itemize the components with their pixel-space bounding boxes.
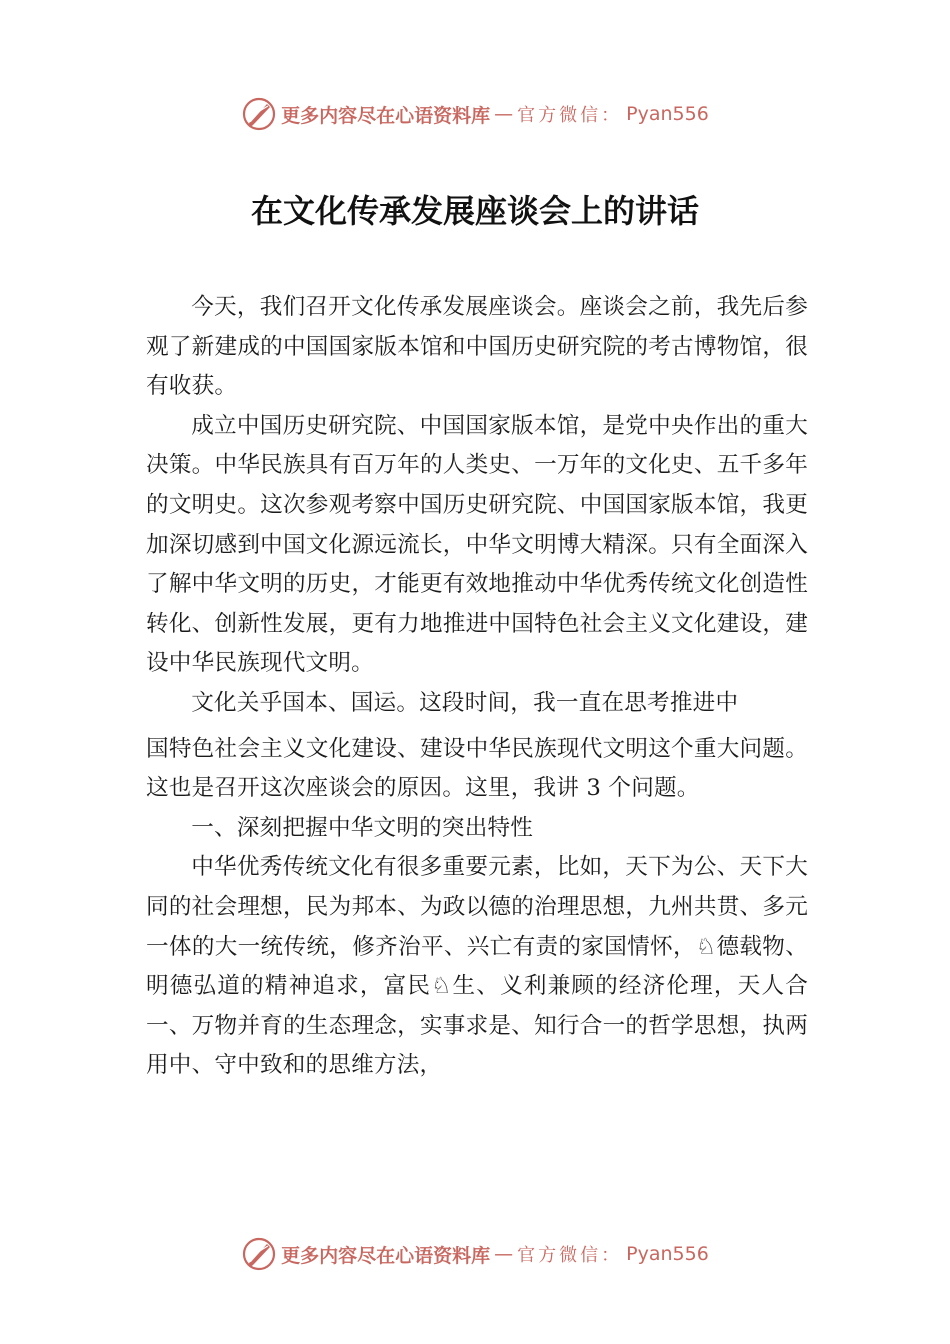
document-body bbox=[146, 288, 808, 1086]
banner-wechat-label: 官方微信： bbox=[517, 1245, 623, 1266]
document-title: 在文化传承发展座谈会上的讲话 bbox=[250, 192, 699, 230]
banner-wechat-id: Pyan556 bbox=[626, 1243, 709, 1265]
banner-wechat-id: Pyan556 bbox=[626, 103, 709, 125]
paragraph-3: 文化关乎国本、国运。这段时间，我一直在思考推进中 bbox=[191, 689, 739, 716]
banner-title: 更多内容尽在心语资料库 bbox=[281, 1244, 491, 1267]
paragraph-2: 成立中国历史研究院、中国国家版本馆，是党中央作出的重大决策。中华民族具有百万年的人类史、一万年的文化史、五千多年的文明史。这次参观考察中国历史研究院、中国国家版本馆，我更加深切感到中国文化源远流长，中华文明博大精深。只有全面深入了解中华文明的历史，才能更有效地推动中华优秀传统文化创造性转化、创新性发展，更有力地推进中国特色社会主义文化建设，建设中华民族现代文明。 bbox=[146, 412, 808, 677]
banner-title: 更多内容尽在心语资料库 bbox=[281, 104, 491, 127]
banner-dash: — bbox=[494, 1243, 514, 1265]
banner-dash: — bbox=[494, 103, 514, 125]
section-heading-1: 一、深刻把握中华文明的突出特性 bbox=[191, 814, 534, 841]
header-banner bbox=[0, 96, 950, 132]
footer-banner bbox=[0, 1236, 950, 1272]
banner-wechat-label: 官方微信： bbox=[517, 105, 623, 126]
paragraph-4: 国特色社会主义文化建设、建设中华民族现代文明这个重大问题。这也是召开这次座谈会的原因。这里，我讲 3 个问题。 bbox=[146, 735, 808, 802]
quill-seal-icon bbox=[241, 96, 277, 132]
paragraph-1: 今天，我们召开文化传承发展座谈会。座谈会之前，我先后参观了新建成的中国国家版本馆和中国历史研究院的考古博物馆，很有收获。 bbox=[146, 294, 808, 400]
paragraph-5: 中华优秀传统文化有很多重要元素，比如，天下为公、天下大同的社会理想，民为邦本、为政以德的治理思想，九州共贯、多元一体的大一统传统，修齐治平、兴亡有责的家国情怀，♘德载物、明德弘道的精神追求，富民♘生、义利兼顾的经济伦理，天人合一、万物并育的生态理念，实事求是、知行合一的哲学思想，执两用中、守中致和的思维方法， bbox=[146, 854, 808, 1079]
quill-seal-icon bbox=[241, 1236, 277, 1272]
